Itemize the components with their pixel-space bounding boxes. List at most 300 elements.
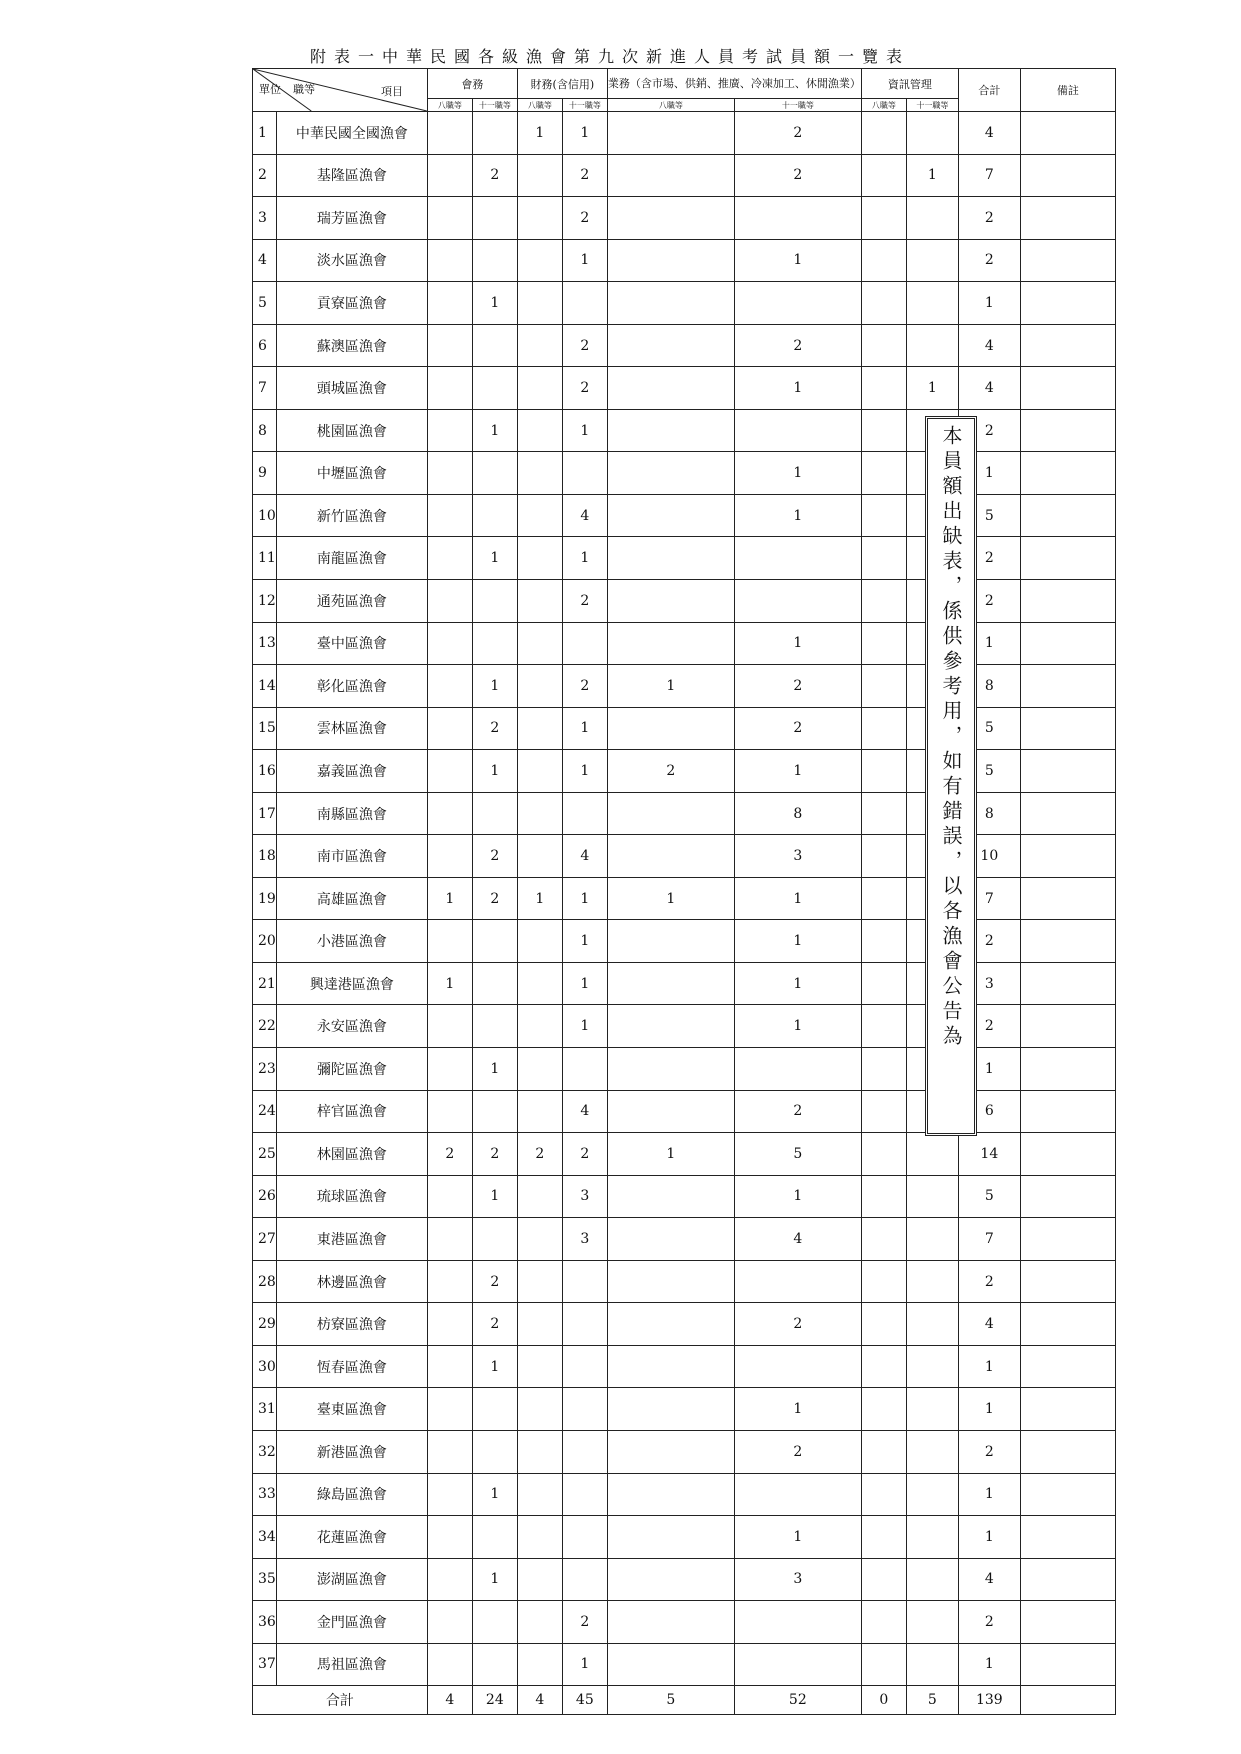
table-row <box>253 1643 1116 1686</box>
remarks-cell <box>1020 537 1115 580</box>
value-cell: 1 <box>906 367 958 410</box>
table-row <box>253 1260 1116 1303</box>
unit-name: 桃園區漁會 <box>276 409 427 452</box>
table-row <box>253 707 1116 750</box>
value-cell: 4 <box>958 367 1020 410</box>
value-cell <box>906 1303 958 1346</box>
value-cell <box>906 1133 958 1176</box>
value-cell: 1 <box>472 1558 517 1601</box>
value-cell <box>607 1473 734 1516</box>
value-cell: 8 <box>958 665 1020 708</box>
total-value: 4 <box>517 1686 562 1715</box>
value-cell: 1 <box>562 112 607 155</box>
value-cell: 1 <box>517 112 562 155</box>
remarks-cell <box>1020 580 1115 623</box>
table-row <box>253 1430 1116 1473</box>
value-cell: 1 <box>734 494 861 537</box>
value-cell: 2 <box>517 1133 562 1176</box>
value-cell <box>427 367 472 410</box>
value-cell: 5 <box>958 750 1020 793</box>
row-number: 6 <box>253 324 277 367</box>
value-cell <box>861 324 906 367</box>
value-cell: 3 <box>734 835 861 878</box>
value-cell <box>517 1048 562 1091</box>
value-cell <box>861 1345 906 1388</box>
table-row <box>253 792 1116 835</box>
value-cell <box>607 962 734 1005</box>
value-cell: 2 <box>562 1133 607 1176</box>
value-cell <box>607 409 734 452</box>
unit-name: 金門區漁會 <box>276 1601 427 1644</box>
remarks-cell <box>1020 282 1115 325</box>
unit-name: 新竹區漁會 <box>276 494 427 537</box>
value-cell: 1 <box>958 1473 1020 1516</box>
table-row <box>253 154 1116 197</box>
unit-name: 林園區漁會 <box>276 1133 427 1176</box>
value-cell <box>517 665 562 708</box>
value-cell: 1 <box>562 962 607 1005</box>
value-cell <box>517 835 562 878</box>
remarks-cell <box>1020 792 1115 835</box>
value-cell: 6 <box>958 1090 1020 1133</box>
value-cell: 2 <box>562 197 607 240</box>
remarks-cell <box>1020 1218 1115 1261</box>
remarks-cell <box>1020 1175 1115 1218</box>
value-cell: 4 <box>958 112 1020 155</box>
value-cell: 1 <box>562 1643 607 1686</box>
unit-name: 枋寮區漁會 <box>276 1303 427 1346</box>
value-cell <box>607 1260 734 1303</box>
value-cell: 1 <box>734 1388 861 1431</box>
value-cell <box>517 537 562 580</box>
value-cell: 2 <box>472 835 517 878</box>
value-cell: 1 <box>472 537 517 580</box>
value-cell <box>607 112 734 155</box>
value-cell <box>517 409 562 452</box>
value-cell <box>861 792 906 835</box>
value-cell <box>472 1005 517 1048</box>
value-cell <box>517 1303 562 1346</box>
value-cell <box>562 1345 607 1388</box>
unit-name: 臺中區漁會 <box>276 622 427 665</box>
value-cell: 1 <box>427 877 472 920</box>
value-cell <box>734 409 861 452</box>
remarks-cell <box>1020 1048 1115 1091</box>
remarks-cell <box>1020 409 1115 452</box>
row-number: 4 <box>253 239 277 282</box>
remarks-cell <box>1020 197 1115 240</box>
row-number: 2 <box>253 154 277 197</box>
value-cell <box>562 1516 607 1559</box>
value-cell: 2 <box>427 1133 472 1176</box>
value-cell <box>734 1048 861 1091</box>
value-cell <box>861 580 906 623</box>
value-cell: 1 <box>472 750 517 793</box>
value-cell <box>861 962 906 1005</box>
value-cell <box>562 282 607 325</box>
value-cell: 2 <box>958 1260 1020 1303</box>
value-cell: 2 <box>472 1260 517 1303</box>
value-cell <box>607 1430 734 1473</box>
remarks-header: 備註 <box>1020 69 1115 112</box>
remarks-cell <box>1020 239 1115 282</box>
value-cell: 2 <box>958 1601 1020 1644</box>
value-cell <box>427 112 472 155</box>
value-cell <box>861 112 906 155</box>
value-cell: 4 <box>734 1218 861 1261</box>
table-row <box>253 452 1116 495</box>
table-row <box>253 920 1116 963</box>
value-cell: 1 <box>958 1388 1020 1431</box>
value-cell <box>906 324 958 367</box>
value-cell <box>427 835 472 878</box>
row-number: 14 <box>253 665 277 708</box>
value-cell: 2 <box>958 580 1020 623</box>
table-row <box>253 1303 1116 1346</box>
value-cell: 1 <box>562 409 607 452</box>
row-number: 12 <box>253 580 277 623</box>
value-cell <box>562 452 607 495</box>
value-cell <box>427 665 472 708</box>
value-cell: 1 <box>472 1175 517 1218</box>
unit-name: 蘇澳區漁會 <box>276 324 427 367</box>
unit-name: 淡水區漁會 <box>276 239 427 282</box>
value-cell: 1 <box>472 665 517 708</box>
category-header: 資訊管理 <box>861 69 958 99</box>
value-cell: 2 <box>734 707 861 750</box>
value-cell <box>517 452 562 495</box>
value-cell <box>861 707 906 750</box>
total-value: 0 <box>861 1686 906 1715</box>
value-cell <box>861 1516 906 1559</box>
value-cell <box>607 239 734 282</box>
value-cell <box>734 282 861 325</box>
value-cell: 3 <box>958 962 1020 1005</box>
row-number: 24 <box>253 1090 277 1133</box>
value-cell <box>517 154 562 197</box>
remarks-cell <box>1020 1133 1115 1176</box>
remarks-cell <box>1020 1516 1115 1559</box>
row-number: 23 <box>253 1048 277 1091</box>
unit-name: 雲林區漁會 <box>276 707 427 750</box>
row-number: 35 <box>253 1558 277 1601</box>
value-cell <box>861 1473 906 1516</box>
value-cell: 1 <box>562 1005 607 1048</box>
table-row <box>253 1473 1116 1516</box>
value-cell <box>427 1430 472 1473</box>
value-cell <box>427 1601 472 1644</box>
value-cell <box>607 452 734 495</box>
value-cell <box>427 1048 472 1091</box>
unit-name: 花蓮區漁會 <box>276 1516 427 1559</box>
value-cell: 1 <box>607 877 734 920</box>
value-cell <box>562 1260 607 1303</box>
category-header: 財務(含信用) <box>517 69 607 99</box>
value-cell <box>861 1388 906 1431</box>
value-cell <box>517 367 562 410</box>
value-cell: 2 <box>734 1303 861 1346</box>
value-cell <box>607 1516 734 1559</box>
grade11-header: 十一職等 <box>906 99 958 112</box>
value-cell: 1 <box>562 920 607 963</box>
row-number: 15 <box>253 707 277 750</box>
value-cell <box>472 197 517 240</box>
value-cell <box>517 324 562 367</box>
value-cell <box>607 197 734 240</box>
value-cell: 2 <box>562 580 607 623</box>
value-cell <box>427 580 472 623</box>
unit-name: 綠島區漁會 <box>276 1473 427 1516</box>
row-number: 18 <box>253 835 277 878</box>
value-cell <box>472 1218 517 1261</box>
remarks-cell <box>1020 1430 1115 1473</box>
value-cell <box>861 1303 906 1346</box>
unit-name: 中華民國全國漁會 <box>276 112 427 155</box>
table-row <box>253 1005 1116 1048</box>
table-row <box>253 1558 1116 1601</box>
value-cell: 2 <box>958 239 1020 282</box>
value-cell: 2 <box>734 1090 861 1133</box>
value-cell <box>906 1218 958 1261</box>
row-number: 25 <box>253 1133 277 1176</box>
table-row <box>253 367 1116 410</box>
row-number: 10 <box>253 494 277 537</box>
total-value: 5 <box>607 1686 734 1715</box>
remarks-cell <box>1020 1388 1115 1431</box>
value-cell <box>427 239 472 282</box>
row-number: 11 <box>253 537 277 580</box>
unit-name: 頭城區漁會 <box>276 367 427 410</box>
value-cell <box>861 1218 906 1261</box>
value-cell: 2 <box>562 1601 607 1644</box>
table-row <box>253 750 1116 793</box>
value-cell <box>472 1090 517 1133</box>
grade11-header: 十一職等 <box>472 99 517 112</box>
value-cell <box>607 1601 734 1644</box>
value-cell <box>861 1558 906 1601</box>
value-cell <box>562 1388 607 1431</box>
row-number: 17 <box>253 792 277 835</box>
value-cell <box>861 452 906 495</box>
value-cell: 2 <box>958 1430 1020 1473</box>
value-cell <box>517 494 562 537</box>
value-cell <box>472 324 517 367</box>
value-cell <box>906 112 958 155</box>
value-cell <box>517 197 562 240</box>
value-cell <box>517 792 562 835</box>
table-row <box>253 282 1116 325</box>
unit-name: 貢寮區漁會 <box>276 282 427 325</box>
value-cell <box>427 324 472 367</box>
value-cell <box>472 622 517 665</box>
value-cell <box>607 154 734 197</box>
row-number: 5 <box>253 282 277 325</box>
unit-name: 興達港區漁會 <box>276 962 427 1005</box>
value-cell: 3 <box>562 1218 607 1261</box>
value-cell: 1 <box>958 1345 1020 1388</box>
document-title: 附表一中華民國各級漁會第九次新進人員考試員額一覽表 <box>309 47 910 66</box>
value-cell <box>427 537 472 580</box>
row-number: 7 <box>253 367 277 410</box>
value-cell <box>472 1430 517 1473</box>
value-cell <box>427 1516 472 1559</box>
value-cell: 1 <box>734 877 861 920</box>
value-cell: 2 <box>958 197 1020 240</box>
value-cell <box>607 1218 734 1261</box>
value-cell <box>607 920 734 963</box>
value-cell: 1 <box>734 750 861 793</box>
value-cell <box>562 622 607 665</box>
value-cell <box>427 1388 472 1431</box>
value-cell: 1 <box>958 282 1020 325</box>
unit-name: 林邊區漁會 <box>276 1260 427 1303</box>
value-cell <box>562 1048 607 1091</box>
value-cell: 1 <box>472 409 517 452</box>
unit-name: 嘉義區漁會 <box>276 750 427 793</box>
value-cell: 7 <box>958 154 1020 197</box>
value-cell <box>861 409 906 452</box>
vacancy-table <box>252 68 1116 1715</box>
value-cell <box>861 665 906 708</box>
remarks-cell <box>1020 622 1115 665</box>
category-header: 業務（含市場、供銷、推廣、冷凍加工、休閒漁業） <box>607 69 861 99</box>
value-cell: 1 <box>734 962 861 1005</box>
value-cell <box>861 1643 906 1686</box>
value-cell <box>517 1430 562 1473</box>
table-row <box>253 580 1116 623</box>
value-cell <box>517 239 562 282</box>
value-cell: 5 <box>958 494 1020 537</box>
row-number: 13 <box>253 622 277 665</box>
value-cell <box>607 1090 734 1133</box>
grade8-header: 八職等 <box>607 99 734 112</box>
value-cell <box>427 409 472 452</box>
table-row <box>253 1516 1116 1559</box>
value-cell <box>906 1473 958 1516</box>
table-row <box>253 877 1116 920</box>
value-cell <box>861 835 906 878</box>
table-row <box>253 1388 1116 1431</box>
table-row <box>253 1090 1116 1133</box>
value-cell: 1 <box>958 1643 1020 1686</box>
value-cell <box>517 622 562 665</box>
value-cell <box>472 239 517 282</box>
table-row <box>253 112 1116 155</box>
grade8-header: 八職等 <box>427 99 472 112</box>
unit-name: 通苑區漁會 <box>276 580 427 623</box>
value-cell: 1 <box>562 877 607 920</box>
value-cell <box>427 1345 472 1388</box>
row-number: 37 <box>253 1643 277 1686</box>
table-row <box>253 665 1116 708</box>
unit-name: 琉球區漁會 <box>276 1175 427 1218</box>
value-cell: 2 <box>607 750 734 793</box>
value-cell <box>427 452 472 495</box>
value-cell <box>861 622 906 665</box>
remarks-note-box <box>925 416 977 1136</box>
value-cell <box>472 1516 517 1559</box>
value-cell: 1 <box>906 154 958 197</box>
value-cell <box>607 792 734 835</box>
value-cell: 3 <box>734 1558 861 1601</box>
value-cell <box>906 197 958 240</box>
unit-name: 新港區漁會 <box>276 1430 427 1473</box>
value-cell: 14 <box>958 1133 1020 1176</box>
value-cell <box>472 112 517 155</box>
unit-name: 南龍區漁會 <box>276 537 427 580</box>
remarks-cell <box>1020 1558 1115 1601</box>
table-row <box>253 494 1116 537</box>
row-number: 33 <box>253 1473 277 1516</box>
value-cell <box>734 1473 861 1516</box>
total-value: 4 <box>427 1686 472 1715</box>
value-cell <box>607 580 734 623</box>
value-cell <box>906 1558 958 1601</box>
value-cell: 2 <box>958 409 1020 452</box>
total-value: 24 <box>472 1686 517 1715</box>
value-cell <box>906 1430 958 1473</box>
value-cell: 1 <box>734 1005 861 1048</box>
table-row <box>253 239 1116 282</box>
unit-name: 高雄區漁會 <box>276 877 427 920</box>
value-cell <box>427 1260 472 1303</box>
value-cell <box>734 580 861 623</box>
value-cell <box>906 1260 958 1303</box>
value-cell <box>427 1175 472 1218</box>
value-cell <box>562 1303 607 1346</box>
table-row <box>253 1218 1116 1261</box>
value-cell <box>861 537 906 580</box>
value-cell: 4 <box>562 494 607 537</box>
remarks-cell <box>1020 1345 1115 1388</box>
value-cell: 2 <box>562 324 607 367</box>
value-cell <box>861 1048 906 1091</box>
remarks-note: 本員額出缺表，係供參考用，如有錯誤，以各漁會公告為 <box>939 425 963 1050</box>
row-number: 34 <box>253 1516 277 1559</box>
value-cell: 2 <box>472 1133 517 1176</box>
value-cell: 5 <box>734 1133 861 1176</box>
value-cell <box>607 282 734 325</box>
remarks-cell <box>1020 1601 1115 1644</box>
category-header: 會務 <box>427 69 517 99</box>
table-row <box>253 1345 1116 1388</box>
value-cell <box>861 154 906 197</box>
table-row <box>253 962 1116 1005</box>
unit-name: 南市區漁會 <box>276 835 427 878</box>
value-cell <box>517 1388 562 1431</box>
value-cell <box>861 197 906 240</box>
row-number: 30 <box>253 1345 277 1388</box>
value-cell <box>607 1303 734 1346</box>
value-cell: 1 <box>734 452 861 495</box>
value-cell <box>517 1473 562 1516</box>
value-cell <box>517 282 562 325</box>
value-cell <box>906 239 958 282</box>
value-cell <box>472 962 517 1005</box>
table-row <box>253 1175 1116 1218</box>
unit-name: 小港區漁會 <box>276 920 427 963</box>
value-cell: 1 <box>562 707 607 750</box>
value-cell: 2 <box>472 154 517 197</box>
value-cell <box>517 750 562 793</box>
value-cell <box>861 1133 906 1176</box>
value-cell <box>861 1090 906 1133</box>
value-cell: 2 <box>958 920 1020 963</box>
value-cell: 7 <box>958 877 1020 920</box>
row-number: 22 <box>253 1005 277 1048</box>
table-row <box>253 409 1116 452</box>
value-cell <box>906 282 958 325</box>
